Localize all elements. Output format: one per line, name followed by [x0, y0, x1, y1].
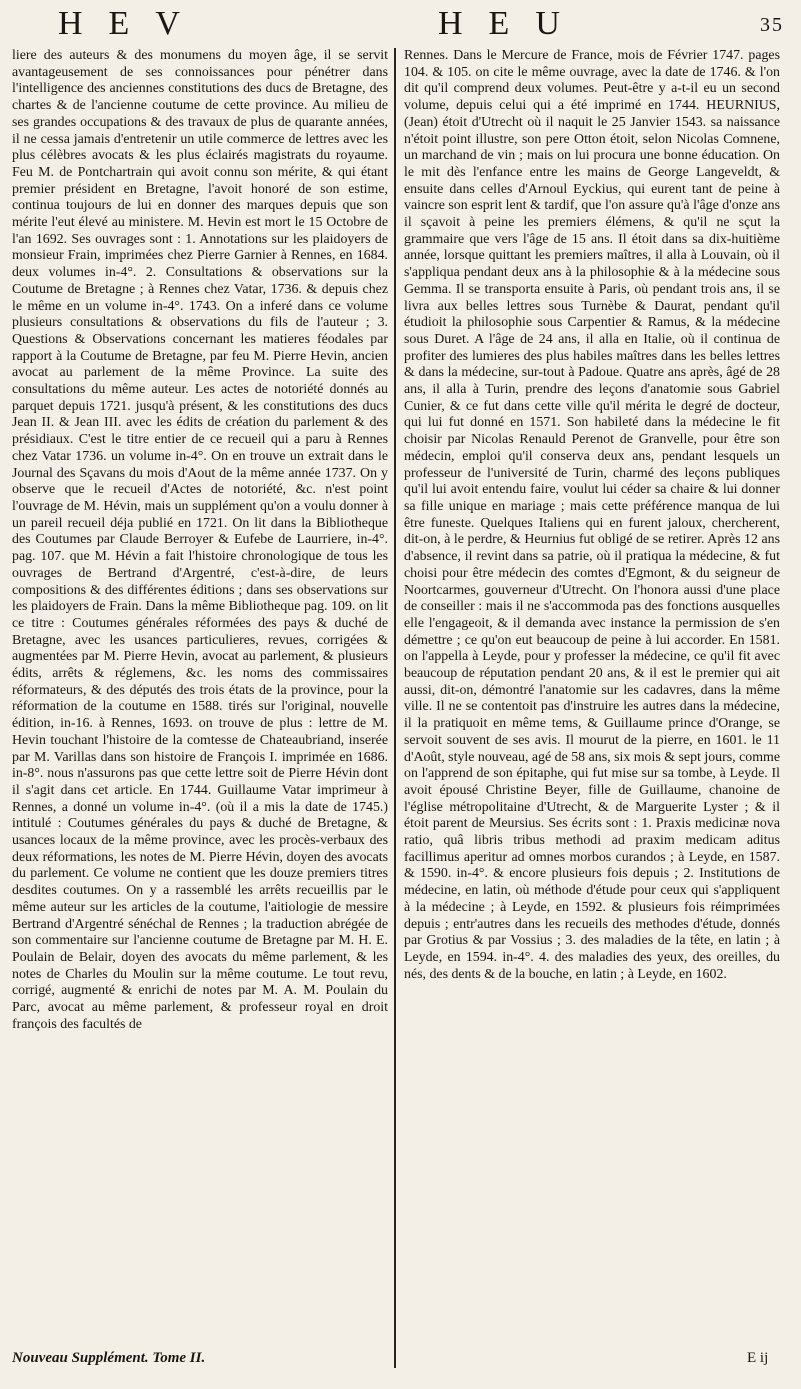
right-column-text: Rennes. Dans le Mercure de France, mois de Février 1747. pages 104. & 105. on cite le même ouvrage, avec la date de 1746. & l'on dit qu'il comprend deux volumes. Peut-être y a-t-il eu un second volume, depuis celui qui a été imprimé en 1744. HEURNIUS, (Jean) étoit d'Utrecht où il naquit le 25 Janvier 1543. sa naissance n'étoit point illustre, son pere Otton étoit, selon Nicolas Comnene, un marchand de vin ; mais on lui procura une bonne éducation. On le mit dès l'enfance entre les mains de George Langeveldt, & ensuite dans celles d'Arnoul Eyckius, qui eurent tant de peine à vaincre son esprit lent & tardif, que l'on assure qu'à l'âge d'onze ans il sçavoit à peine les premiers élémens, & qu'il ne sçut la grammaire que vers l'âge de 15 ans. Il étoit dans sa dix-huitième année, lorsque quittant les premiers maîtres, il alla à Louvain, où il s'appliqua pendant deux ans à la philosophie & à la médecine sous Gemma. Il se transporta ensuite à Paris, où pendant trois ans, il se livra aux belles lettres sous Turnèbe & Daurat, pendant qu'il étudioit la philosophie sous Carpentier & Ramus, & la médecine sous Duret. A l'âge de 24 ans, il alla en Italie, où il continua de profiter des lumieres des plus habiles maîtres dans les belles lettres & dans la médecine, sur-tout à Padoue. Quatre ans après, âgé de 28 ans, il alla à Turin, prendre des leçons d'anatomie sous Gabriel Cunier, & ce fut dans cette ville qu'il mérita le degré de docteur, qui lui fut donné en 1571. Son habileté dans la médecine le fit choisir par Nicolas Renauld Perenot de Granvelle, pour être son médecin, emploi qu'il conserva deux ans, pendant lesquels un professeur de l'université de Turin, charmé des leçons publiques qu'il lui avoit entendu faire, voulut lui céder sa chaire & lui donner sa fille unique en mariage ; mais cette préférence manqua de lui être funeste. Quelques Italiens qui en furent jaloux, chercherent, dit-on, à le perdre, & Heurnius fut obligé de se retirer. Après 12 ans d'absence, il revint dans sa patrie, où il pratiqua la médecine, & fut choisi pour être médecin des comtes d'Egmont, & du seigneur de Noortcarmes, gouverneur d'Utrecht. On l'honora aussi d'une place de conseiller : mais il ne s'accommoda pas des fonctions ausquelles elle l'engageoit, & il demanda avec instance la permission de s'en démettre ; ce qu'on eut beaucoup de peine à lui accorder. En 1581. on l'appella à Leyde, pour y professer la médecine, ce qu'il fit avec beaucoup de réputation pendant 20 ans, & il est le premier qui ait aussi, dit-on, démontré l'anatomie sur les cadavres, dans la même ville. Il ne se contentoit pas d'instruire les autres dans la médecine, il la pratiquoit en même tems, & Guillaume prince d'Orange, se servoit souvent de ses avis. Il mourut de la pierre, en 1601. le 11 d'Août, style nouveau, agé de 58 ans, six mois & sept jours, comme on l'apprend de son épitaphe, qui fut mise sur sa tombe, à Leyde. Il avoit épousé Christine Beyer, fille de Guillaume, chanoine de l'église métropolitaine d'Utrecht, & de Marguerite Lyster ; & il étoit parent de Meursius. Ses écrits sont : 1. Praxis medicinæ nova ratio, quâ libris tribus methodi ad praxim medicam aditus facillimus aperitur ad omnes morbos curandos ; à Leyde, en 1587. & 1590. in-4°. & encore plusieurs fois depuis ; 2. Institutions de médecine, en latin, où méthode d'étude pour ceux qui s'appliquent à la médecine ; à Leyde, en 1592. & plusieurs fois réimprimées depuis ; entr'autres dans les recueils des methodes d'étude, donnés par Grotius & par Vossius ; 3. des maladies de la tête, en latin ; à Leyde, en 1594. in-4°. 4. des maladies des yeux, des oreilles, du nés, des dents & de la bouche, en latin ; à Leyde, en 1602. [404, 48, 780, 982]
page-number: 35 [760, 14, 784, 36]
left-column-text: liere des auteurs & des monumens du moyen âge, il se servit avantageusement de ses connoissances pour pénétrer dans l'intelligence des anciennes constitutions des ducs de Bretagne, des chartes & de l'ancienne coutume de cette province. Au milieu de ses grandes occupations & des travaux de plus de quarante années, il ne cessa jamais d'entretenir un utile commerce de lettres avec les plus célèbres avocats & les plus éclairés magistrats du royaume. Feu M. de Pontchartrain qui avoit connu son mérite, & qui étant premier président en Bretagne, l'avoit honoré de son estime, continua toujours de lui en donner des marques depuis que son mérite l'eut élevé au ministere. M. Hevin est mort le 15 Octobre de l'an 1692. Ses ouvrages sont : 1. Annotations sur les plaidoyers de monsieur Frain, imprimées chez Pierre Garnier à Rennes, en 1684. deux volumes in-4°. 2. Consultations & observations sur la Coutume de Bretagne ; à Rennes chez Vatar, 1736. & depuis chez le même en un volume in-4°. 1743. On a inferé dans ce volume plusieurs consultations & observations du fils de l'auteur ; 3. Questions & Observations concernant les matieres féodales par rapport à la Coutume de Bretagne, par feu M. Pierre Hevin, ancien avocat au parlement de la même Province. La suite des consultations du même auteur. Les actes de notoriété donnés au parquet depuis 1721. jusqu'à présent, & les constitutions des ducs Jean II. & Jean III. avec les édits de création du parlement & des présidiaux. C'est le titre entier de ce recueil qui a paru à Rennes chez Vatar 1736. un volume in-4°. On en trouve un extrait dans le Journal des Sçavans du mois d'Aout de la même année 1737. On y observe que le recueil d'Actes de notoriété, &c. n'est point l'ouvrage de M. Hévin, mais un supplément qu'on a voulu donner à un pareil recueil déja publié en 1721. On lit dans la Bibliotheque des Coutumes par Claude Berroyer & Eufebe de Laurriere, in-4°. pag. 107. que M. Hévin a fait l'histoire chronologique de tous les ouvrages de Bertrand d'Argentré, c'est-à-dire, de leurs compositions & des différentes éditions ; dans ses observations sur les plaidoyers de Frain. Dans la même Bibliotheque pag. 109. on lit ce titre : Coutumes générales réformées des pays & duché de Bretagne, avec les usances particulieres, revues, corrigées & augmentées par M. Pierre Hevin, avocat au parlement, & plusieurs édits, arrêts & réglemens, &c. les noms des commissaires réformateurs, & des députés des trois états de la province, pour la réformation de la coutume en 1588. tirés sur l'original, nouvelle édition, in-16. à Rennes, 1693. on trouve de plus : lettre de M. Hevin touchant l'histoire de la comtesse de Chateaubriand, inserée par M. Varillas dans son histoire de François I. imprimée en 1686. in-8°. nous n'assurons pas que cette lettre soit de Pierre Hévin dont il s'agit dans cet article. En 1744. Guillaume Vatar imprimeur à Rennes, a donné un volume in-4°. (où il a mis la date de 1745.) intitulé : Coutumes générales du pays & duché de Bretagne, & usances locaux de la même province, avec les procès-verbaux des deux réformations, les notes de M. Pierre Hévin, doyen des avocats du parlement. Ce volume ne contient que les douze premiers titres desdites coutumes. On y a rassemblé les arrêts recueillis par le même auteur sur les articles de la coutume, l'aitiologie de messire Bertrand d'Argentré sénéchal de Rennes ; la traduction abrégée de son commentaire sur l'ancienne coutume de Bretagne par M. H. E. Poulain de Belair, doyen des avocats du même parlement, & les notes de Charles du Moulin sur la même coutume. Le tout revu, corrigé, augmenté & enrichi de notes par M. A. M. Poulain du Parc, avocat au même parlement, & professeur royal en droit françois des facultés de [12, 48, 388, 1032]
running-header [0, 4, 801, 48]
header-right-word: HEU [438, 5, 586, 42]
left-column [12, 48, 388, 1033]
footer [12, 1350, 797, 1374]
gathering-mark: E ij [747, 1350, 769, 1366]
right-column [404, 48, 780, 983]
header-left-word: HEV [58, 5, 206, 42]
column-divider [394, 48, 396, 1368]
volume-signature: Nouveau Supplément. Tome II. [12, 1350, 206, 1366]
